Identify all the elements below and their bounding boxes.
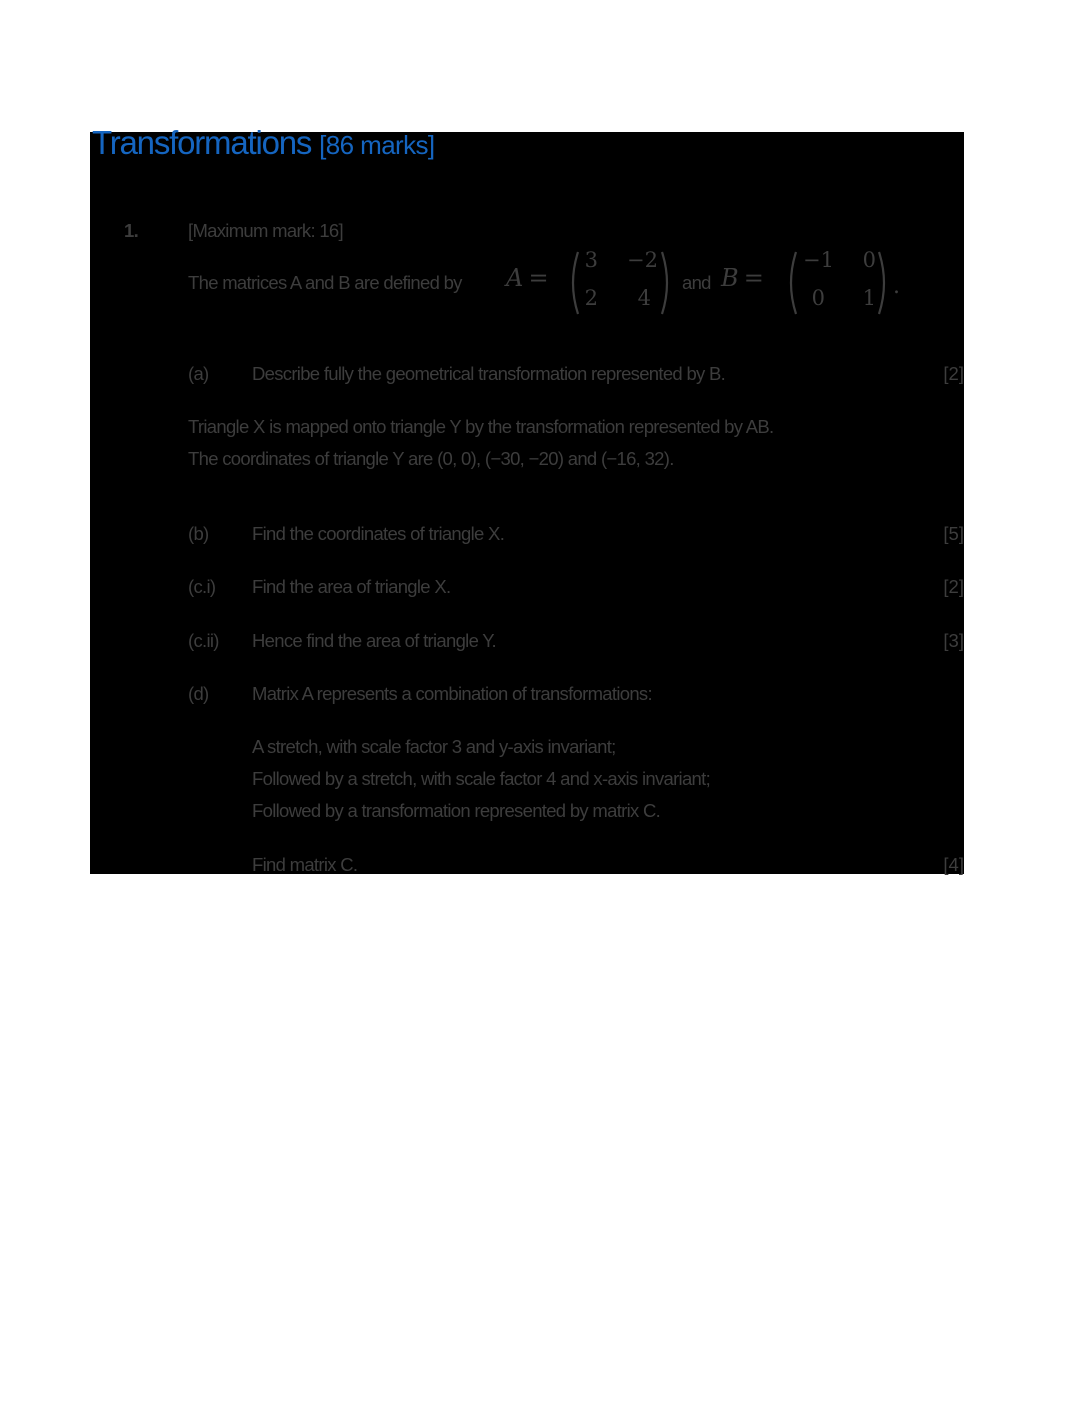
- part-d-label: (d): [188, 683, 209, 704]
- matrix-b-symbol: B: [721, 264, 739, 292]
- part-b-text: Find the coordinates of triangle X.: [252, 523, 505, 544]
- part-cii-mark: [3]: [943, 630, 964, 651]
- question-panel: [90, 132, 964, 874]
- question-number: 1.: [124, 220, 139, 241]
- part-d-line-2: Followed by a stretch, with scale factor 4 and x-axis invariant;: [252, 768, 711, 789]
- intro-text: The matrices A and B are defined by: [188, 272, 462, 293]
- matrix-a-label: [506, 266, 549, 290]
- part-d-final: Find matrix C.: [252, 854, 358, 875]
- context-line-1: Triangle X is mapped onto triangle Y by the transformation represented by AB.: [188, 416, 774, 437]
- part-d-line-1: A stretch, with scale factor 3 and y-axis invariant;: [252, 736, 616, 757]
- matrix-b-entry: 0: [862, 248, 876, 272]
- part-ci-text: Find the area of triangle X.: [252, 576, 451, 597]
- matrix-a-entry: 4: [637, 286, 651, 310]
- matrix-b-entry: 0: [811, 286, 825, 310]
- intro-full-stop: .: [893, 274, 900, 299]
- part-d-mark: [4]: [943, 854, 964, 875]
- title-text: Transformations: [92, 124, 312, 161]
- matrix-b-equals: =: [743, 264, 764, 292]
- part-ci-mark: [2]: [943, 576, 964, 597]
- part-a-text: Describe fully the geometrical transformation represented by B.: [252, 363, 726, 384]
- matrix-a-entry: −2: [627, 248, 658, 272]
- part-ci-label: (c.i): [188, 576, 216, 597]
- title-total-marks: [86 marks]: [319, 130, 435, 160]
- part-b-mark: [5]: [943, 523, 964, 544]
- part-a-label: (a): [188, 363, 209, 384]
- matrix-a-symbol: A: [506, 264, 524, 292]
- part-cii-text: Hence find the area of triangle Y.: [252, 630, 496, 651]
- part-a-mark: [2]: [943, 363, 964, 384]
- intro-and: and: [682, 272, 711, 293]
- matrix-a-entry: 3: [584, 248, 598, 272]
- matrix-a-equals: =: [528, 264, 549, 292]
- matrix-a-entry: 2: [584, 286, 598, 310]
- part-d-line-3: Followed by a transformation represented by matrix C.: [252, 800, 661, 821]
- part-b-label: (b): [188, 523, 209, 544]
- part-cii-label: (c.ii): [188, 630, 219, 651]
- matrix-b-label: [721, 266, 764, 290]
- maximum-mark: [Maximum mark: 16]: [188, 220, 343, 241]
- matrix-b-entry: −1: [803, 248, 834, 272]
- context-line-2: The coordinates of triangle Y are (0, 0), (−30, −20) and (−16, 32).: [188, 448, 674, 469]
- matrix-b-right-paren: [877, 250, 937, 316]
- part-d-text: Matrix A represents a combination of transformations:: [252, 683, 652, 704]
- page-title: [92, 124, 435, 162]
- matrix-b-entry: 1: [862, 286, 876, 310]
